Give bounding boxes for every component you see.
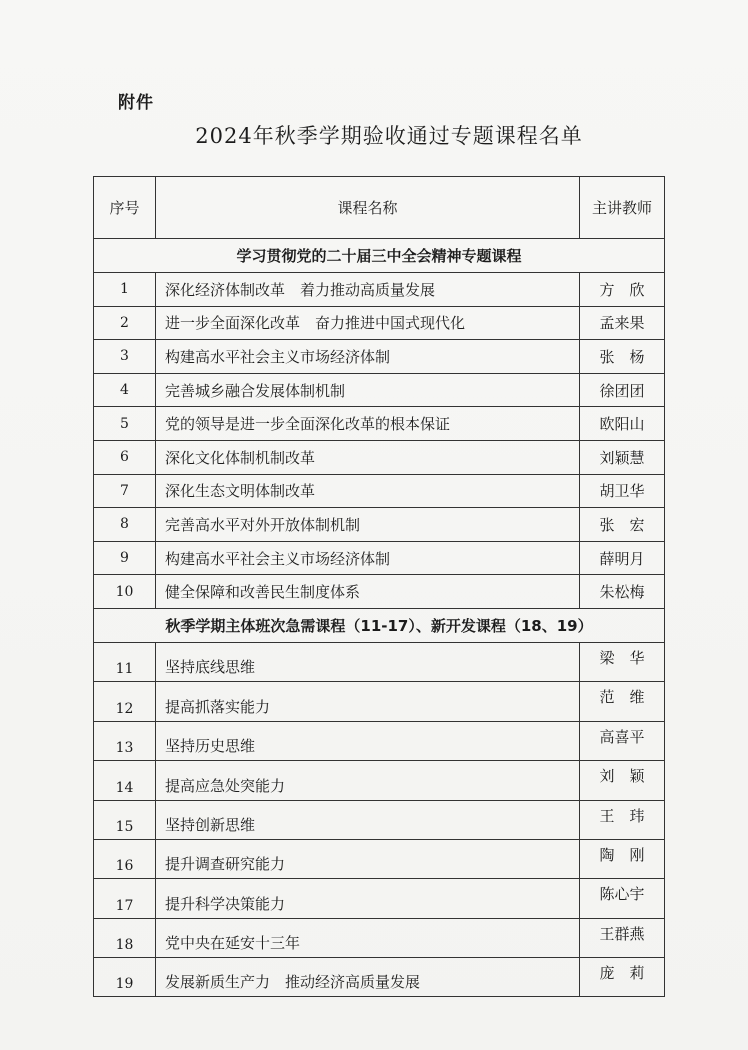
- row-number: 19: [94, 958, 156, 997]
- table-body: [94, 239, 665, 997]
- table-row: [94, 306, 665, 340]
- table-row: [94, 918, 665, 957]
- course-name: 深化生态文明体制改革: [156, 474, 580, 508]
- table-row: [94, 474, 665, 508]
- course-name: 党中央在延安十三年: [156, 918, 580, 957]
- header-teacher: 主讲教师: [580, 177, 665, 239]
- row-number: 4: [94, 373, 156, 407]
- table-row: [94, 958, 665, 997]
- row-number: 13: [94, 721, 156, 760]
- course-name: 构建高水平社会主义市场经济体制: [156, 541, 580, 575]
- table-row: [94, 373, 665, 407]
- course-table-container: [93, 176, 664, 997]
- header-number: 序号: [94, 177, 156, 239]
- teacher-name: 徐团团: [580, 373, 665, 407]
- course-name: 发展新质生产力 推动经济高质量发展: [156, 958, 580, 997]
- teacher-name: 陈心宇: [580, 879, 665, 918]
- course-name: 坚持底线思维: [156, 642, 580, 681]
- row-number: 18: [94, 918, 156, 957]
- course-name: 党的领导是进一步全面深化改革的根本保证: [156, 407, 580, 441]
- row-number: 16: [94, 839, 156, 878]
- teacher-name: 庞 莉: [580, 958, 665, 997]
- document-title: 2024年秋季学期验收通过专题课程名单: [195, 124, 583, 148]
- row-number: 12: [94, 682, 156, 721]
- row-number: 3: [94, 340, 156, 374]
- course-name: 健全保障和改善民生制度体系: [156, 575, 580, 609]
- table-row: [94, 800, 665, 839]
- row-number: 17: [94, 879, 156, 918]
- course-name: 坚持创新思维: [156, 800, 580, 839]
- course-name: 坚持历史思维: [156, 721, 580, 760]
- teacher-name: 王 玮: [580, 800, 665, 839]
- course-name: 提高应急处突能力: [156, 761, 580, 800]
- teacher-name: 陶 刚: [580, 839, 665, 878]
- table-row: [94, 541, 665, 575]
- teacher-name: 朱松梅: [580, 575, 665, 609]
- teacher-name: 刘 颖: [580, 761, 665, 800]
- table-row: [94, 879, 665, 918]
- teacher-name: 高喜平: [580, 721, 665, 760]
- table-row: [94, 273, 665, 307]
- table-row: [94, 407, 665, 441]
- section-header-row: [94, 239, 665, 273]
- table-row: [94, 761, 665, 800]
- teacher-name: 张 宏: [580, 508, 665, 542]
- course-name: 完善高水平对外开放体制机制: [156, 508, 580, 542]
- row-number: 7: [94, 474, 156, 508]
- teacher-name: 胡卫华: [580, 474, 665, 508]
- section-title: 秋季学期主体班次急需课程（11-17）、新开发课程（18、19）: [94, 608, 665, 642]
- course-name: 完善城乡融合发展体制机制: [156, 373, 580, 407]
- course-name: 提高抓落实能力: [156, 682, 580, 721]
- teacher-name: 方 欣: [580, 273, 665, 307]
- course-table: [93, 176, 665, 997]
- course-name: 提升调查研究能力: [156, 839, 580, 878]
- table-row: [94, 721, 665, 760]
- teacher-name: 孟来果: [580, 306, 665, 340]
- section-header-row: [94, 608, 665, 642]
- teacher-name: 欧阳山: [580, 407, 665, 441]
- table-row: [94, 642, 665, 681]
- row-number: 14: [94, 761, 156, 800]
- row-number: 1: [94, 273, 156, 307]
- teacher-name: 梁 华: [580, 642, 665, 681]
- teacher-name: 张 杨: [580, 340, 665, 374]
- course-name: 深化文化体制机制改革: [156, 440, 580, 474]
- table-row: [94, 508, 665, 542]
- attachment-label: 附件: [118, 93, 154, 113]
- row-number: 11: [94, 642, 156, 681]
- table-header-row: [94, 177, 665, 239]
- teacher-name: 薛明月: [580, 541, 665, 575]
- row-number: 8: [94, 508, 156, 542]
- row-number: 9: [94, 541, 156, 575]
- course-name: 进一步全面深化改革 奋力推进中国式现代化: [156, 306, 580, 340]
- table-row: [94, 340, 665, 374]
- course-name: 构建高水平社会主义市场经济体制: [156, 340, 580, 374]
- row-number: 2: [94, 306, 156, 340]
- table-row: [94, 575, 665, 609]
- row-number: 10: [94, 575, 156, 609]
- row-number: 6: [94, 440, 156, 474]
- header-course-name: 课程名称: [156, 177, 580, 239]
- teacher-name: 范 维: [580, 682, 665, 721]
- teacher-name: 王群燕: [580, 918, 665, 957]
- row-number: 15: [94, 800, 156, 839]
- course-name: 深化经济体制改革 着力推动高质量发展: [156, 273, 580, 307]
- course-name: 提升科学决策能力: [156, 879, 580, 918]
- table-row: [94, 682, 665, 721]
- section-title: 学习贯彻党的二十届三中全会精神专题课程: [94, 239, 665, 273]
- teacher-name: 刘颖慧: [580, 440, 665, 474]
- row-number: 5: [94, 407, 156, 441]
- table-row: [94, 440, 665, 474]
- table-row: [94, 839, 665, 878]
